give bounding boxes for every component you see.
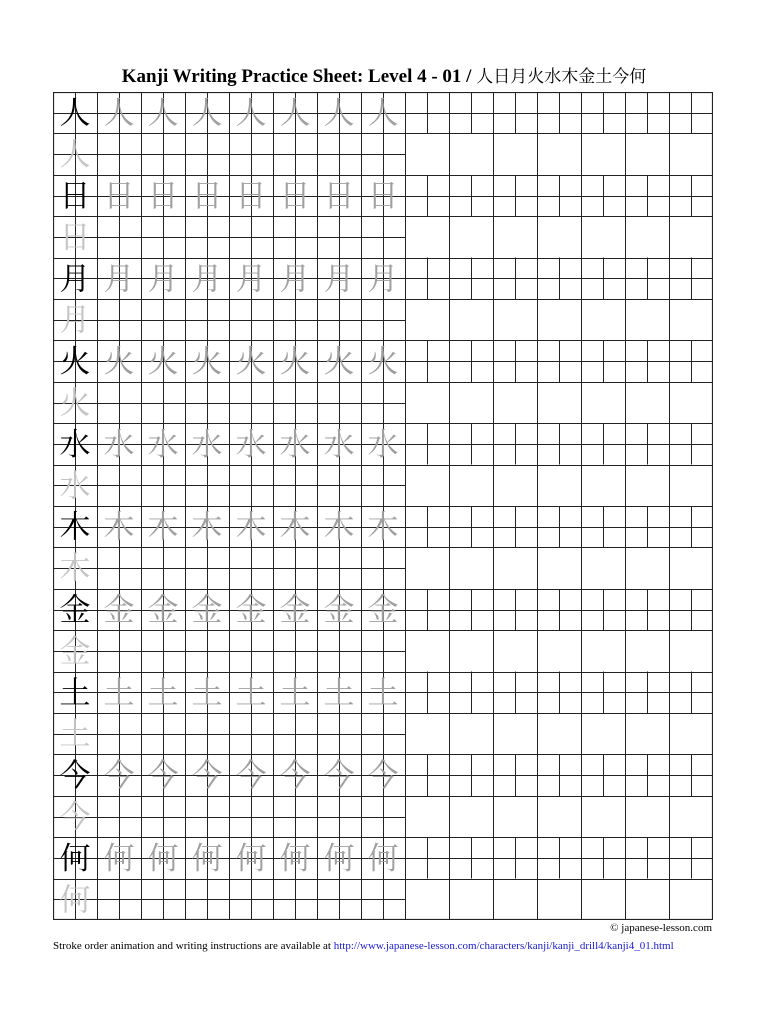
trace-kanji: 土	[235, 675, 267, 712]
trace-kanji: 日	[103, 178, 135, 215]
trace-kanji-faint: 人	[59, 137, 91, 174]
trace-kanji-faint: 木	[59, 551, 91, 588]
trace-kanji: 人	[367, 95, 399, 132]
trace-kanji: 今	[367, 758, 399, 795]
trace-kanji: 何	[367, 840, 399, 877]
trace-kanji: 水	[103, 426, 135, 463]
trace-kanji: 土	[147, 675, 179, 712]
trace-kanji: 今	[191, 758, 223, 795]
trace-kanji: 木	[323, 509, 355, 546]
trace-kanji: 月	[103, 261, 135, 298]
trace-kanji: 人	[279, 95, 311, 132]
trace-kanji: 今	[235, 758, 267, 795]
trace-kanji: 木	[367, 509, 399, 546]
trace-kanji: 水	[191, 426, 223, 463]
trace-kanji: 火	[103, 344, 135, 381]
trace-kanji: 日	[323, 178, 355, 215]
model-kanji: 火	[59, 344, 91, 381]
trace-kanji: 木	[191, 509, 223, 546]
title-text: Kanji Writing Practice Sheet: Level 4 - 01 /	[121, 66, 477, 87]
trace-kanji: 月	[367, 261, 399, 298]
trace-kanji: 日	[279, 178, 311, 215]
trace-kanji: 木	[235, 509, 267, 546]
trace-kanji: 日	[147, 178, 179, 215]
trace-kanji: 木	[279, 509, 311, 546]
model-kanji: 今	[59, 758, 91, 795]
trace-kanji: 土	[103, 675, 135, 712]
practice-grid	[53, 92, 713, 920]
trace-kanji: 火	[279, 344, 311, 381]
model-kanji: 金	[59, 592, 91, 629]
trace-kanji: 火	[367, 344, 399, 381]
trace-kanji: 水	[235, 426, 267, 463]
copyright: © japanese-lesson.com	[610, 922, 712, 934]
trace-kanji: 土	[323, 675, 355, 712]
page-title	[0, 64, 768, 90]
trace-kanji: 日	[191, 178, 223, 215]
model-kanji: 何	[59, 840, 91, 877]
trace-kanji: 金	[147, 592, 179, 629]
trace-kanji: 日	[235, 178, 267, 215]
trace-kanji-faint: 火	[59, 385, 91, 422]
model-kanji: 水	[59, 426, 91, 463]
trace-kanji: 火	[235, 344, 267, 381]
trace-kanji: 月	[323, 261, 355, 298]
trace-kanji: 人	[235, 95, 267, 132]
stroke-order-link[interactable]: http://www.japanese-lesson.com/characters/kanji/kanji_drill4/kanji4_01.html	[333, 940, 674, 952]
trace-kanji-faint: 土	[59, 716, 91, 753]
trace-kanji-faint: 日	[59, 219, 91, 256]
trace-kanji: 木	[103, 509, 135, 546]
model-kanji: 人	[59, 95, 91, 132]
model-kanji: 日	[59, 178, 91, 215]
trace-kanji: 月	[235, 261, 267, 298]
trace-kanji: 水	[323, 426, 355, 463]
trace-kanji: 今	[147, 758, 179, 795]
trace-kanji: 金	[235, 592, 267, 629]
trace-kanji: 火	[147, 344, 179, 381]
trace-kanji: 金	[103, 592, 135, 629]
trace-kanji: 水	[147, 426, 179, 463]
model-kanji: 木	[59, 509, 91, 546]
practice-grid-svg	[53, 92, 713, 920]
trace-kanji: 水	[279, 426, 311, 463]
trace-kanji: 木	[147, 509, 179, 546]
trace-kanji: 日	[367, 178, 399, 215]
trace-kanji-faint: 今	[59, 799, 91, 836]
trace-kanji: 金	[279, 592, 311, 629]
trace-kanji: 何	[147, 840, 179, 877]
grid-lines	[53, 92, 713, 920]
model-kanji: 月	[59, 261, 91, 298]
trace-kanji: 何	[103, 840, 135, 877]
trace-kanji: 土	[367, 675, 399, 712]
trace-kanji-faint: 水	[59, 468, 91, 505]
trace-kanji: 月	[147, 261, 179, 298]
trace-kanji: 今	[103, 758, 135, 795]
trace-kanji: 土	[279, 675, 311, 712]
trace-kanji: 人	[147, 95, 179, 132]
trace-kanji: 何	[323, 840, 355, 877]
trace-kanji: 土	[191, 675, 223, 712]
trace-kanji: 月	[191, 261, 223, 298]
trace-kanji: 金	[367, 592, 399, 629]
trace-kanji: 人	[191, 95, 223, 132]
footer-text: Stroke order animation and writing instructions are available at	[53, 940, 334, 952]
trace-kanji: 金	[323, 592, 355, 629]
trace-kanji: 火	[323, 344, 355, 381]
title-kanji-list: 人日月火水木金土今何	[476, 67, 647, 87]
trace-kanji-faint: 何	[59, 882, 91, 919]
trace-kanji: 人	[323, 95, 355, 132]
trace-kanji: 人	[103, 95, 135, 132]
trace-kanji: 金	[191, 592, 223, 629]
trace-kanji-faint: 月	[59, 302, 91, 339]
trace-kanji: 月	[279, 261, 311, 298]
model-kanji: 土	[59, 675, 91, 712]
trace-kanji: 何	[191, 840, 223, 877]
trace-kanji: 今	[323, 758, 355, 795]
trace-kanji: 今	[279, 758, 311, 795]
footer-note	[53, 939, 674, 953]
trace-kanji-faint: 金	[59, 633, 91, 670]
trace-kanji: 火	[191, 344, 223, 381]
trace-kanji: 水	[367, 426, 399, 463]
trace-kanji: 何	[235, 840, 267, 877]
trace-kanji: 何	[279, 840, 311, 877]
